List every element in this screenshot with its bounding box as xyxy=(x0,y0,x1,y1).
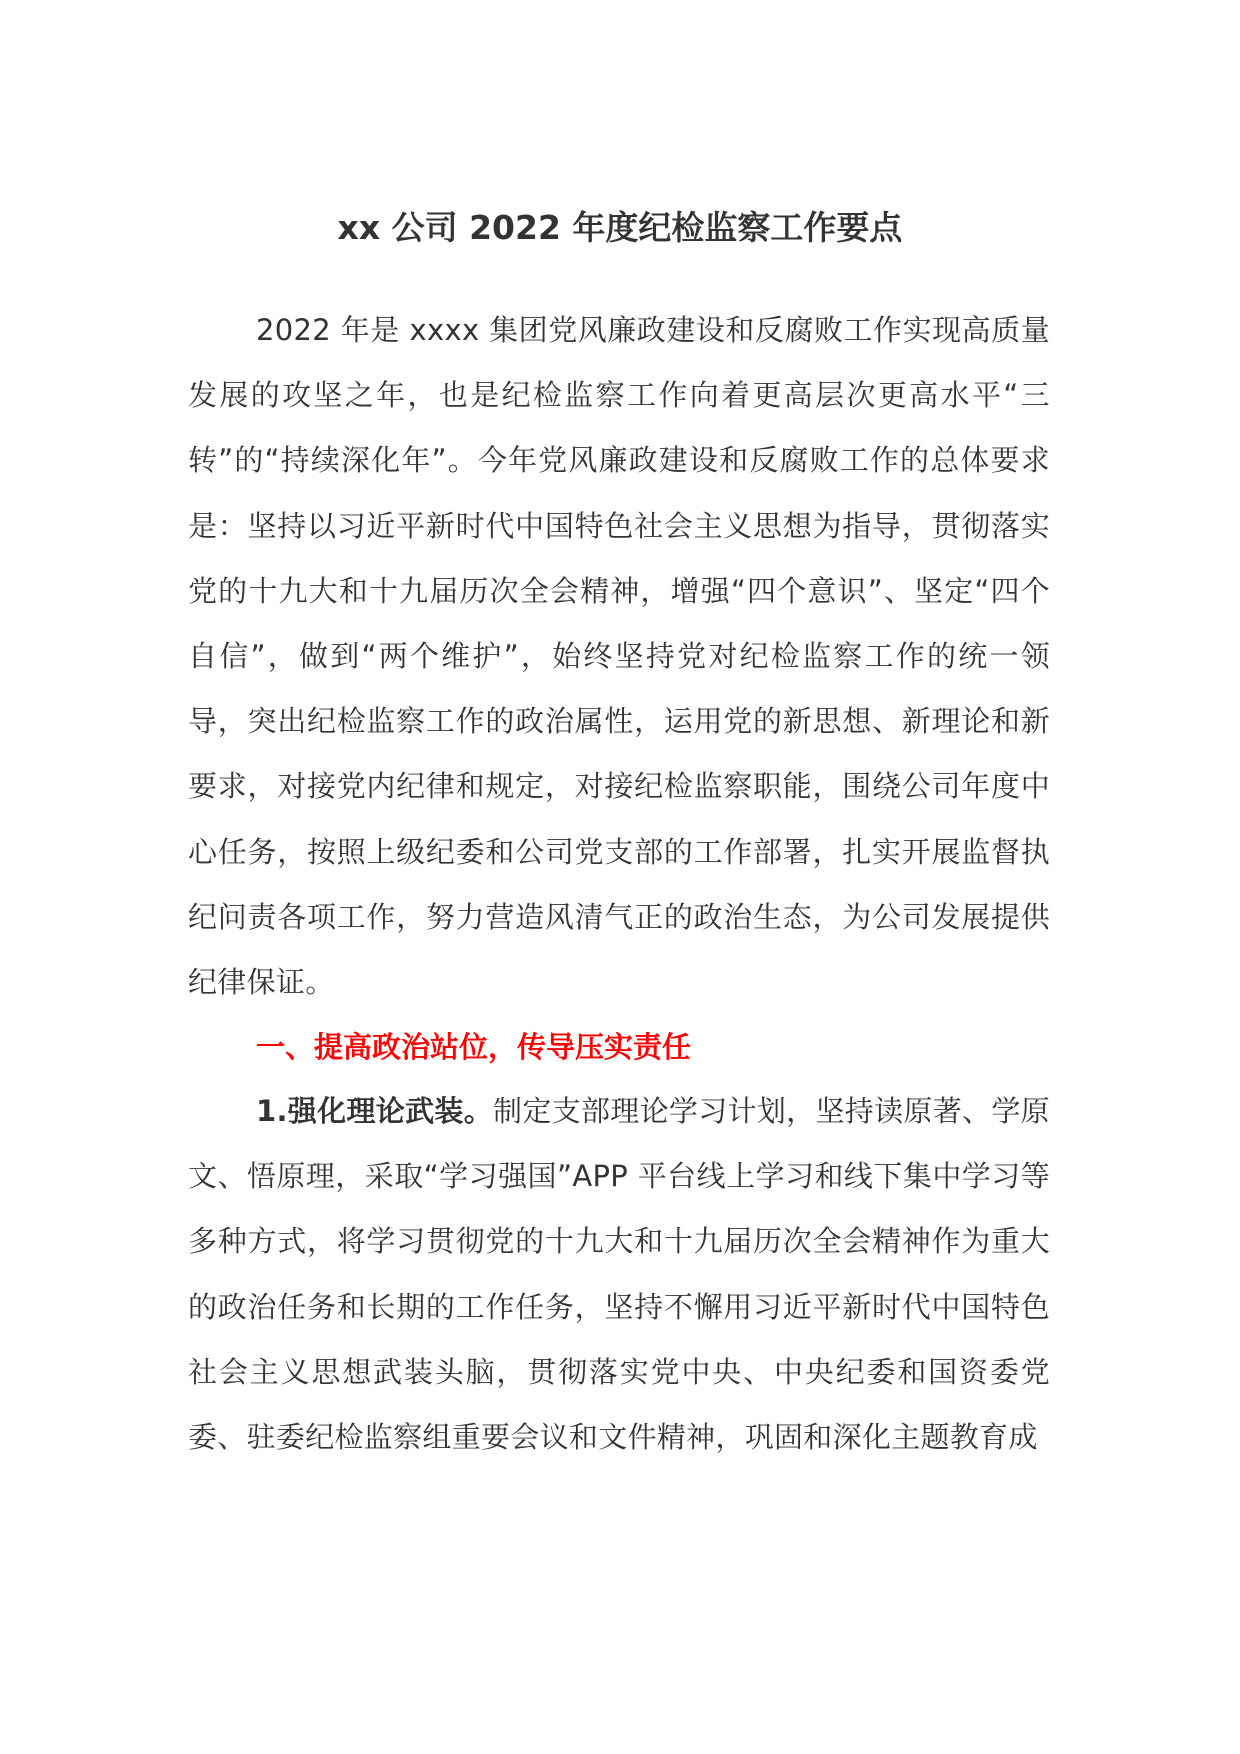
list-item-paragraph xyxy=(188,1079,1050,1470)
document-title: xx 公司 2022 年度纪检监察工作要点 xyxy=(337,208,903,247)
item-lead-text: 1.强化理论武装。 xyxy=(256,1094,494,1128)
intro-paragraph: 2022 年是 xxxx 集团党风廉政建设和反腐败工作实现高质量发展的攻坚之年，也是纪检监察工作向着更高层次更高水平“三转”的“持续深化年”。今年党风廉政建设和反腐败工作的总体要求是：坚持以习近平新时代中国特色社会主义思想为指导，贯彻落实党的十九大和十九届历次全会精神，增强“四个意识”、坚定“四个自信”，做到“两个维护”，始终坚持党对纪检监察工作的统一领导，突出纪检监察工作的政治属性，运用党的新思想、新理论和新要求，对接党内纪律和规定，对接纪检监察职能，围绕公司年度中心任务，按照上级纪委和公司党支部的工作部署，扎实开展监督执纪问责各项工作，努力营造风清气正的政治生态，为公司发展提供纪律保证。 xyxy=(188,313,1050,1000)
section-heading: 一、提高政治站位，传导压实责任 xyxy=(256,1030,692,1064)
item-body-text: 制定支部理论学习计划，坚持读原著、学原文、悟原理，采取“学习强国”APP 平台线上学习和线下集中学习等多种方式，将学习贯彻党的十九大和十九届历次全会精神作为重大的政治任务和长期的工作任务，坚持不懈用习近平新时代中国特色社会主义思想武装头脑，贯彻落实党中央、中央纪委和国资委党委、驻委纪检监察组重要会议和文件精神，巩固和深化主题教育成 xyxy=(188,1094,1050,1455)
